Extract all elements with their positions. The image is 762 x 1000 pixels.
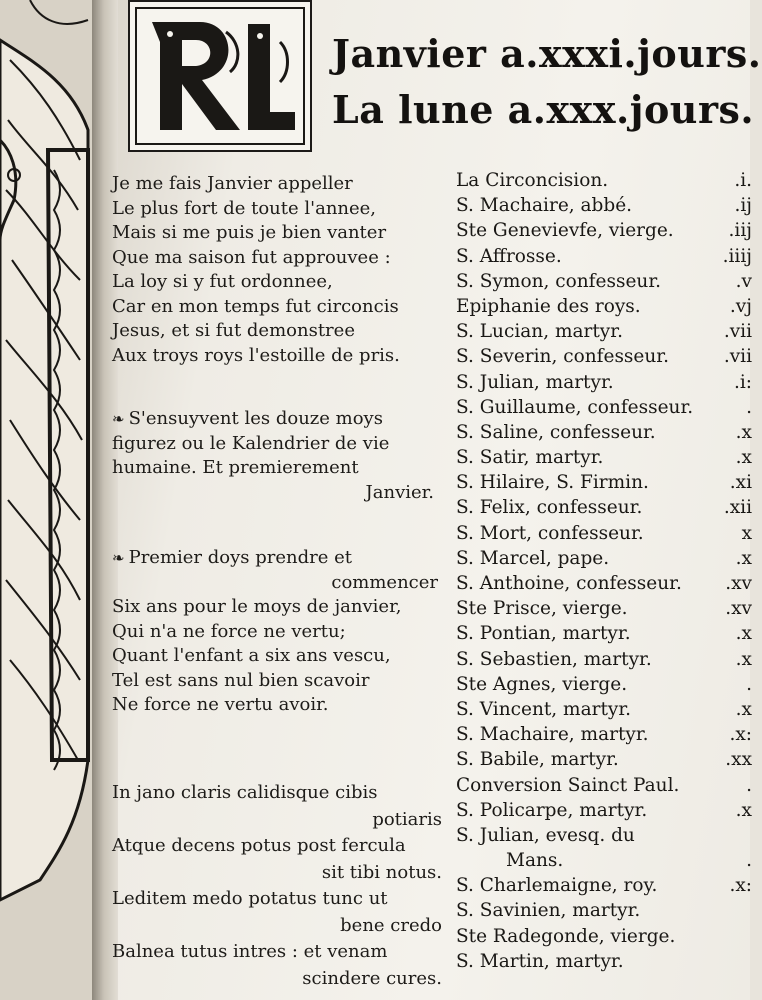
poem-line: Premier doys prendre et — [128, 547, 352, 568]
day-number: .ij — [734, 195, 752, 217]
calendar-row — [456, 621, 756, 646]
poem-stanza-3 — [112, 546, 438, 718]
heading-line-1: Janvier a.xxxi.jours. — [332, 31, 762, 76]
saint-name: S. Lucian, martyr. — [456, 321, 623, 343]
calendar-row — [456, 798, 756, 823]
day-number: x — [741, 522, 752, 544]
poem-line: figurez ou le Kalendrier de vie — [112, 432, 390, 454]
saint-name: S. Mort, confesseur. — [456, 522, 644, 544]
latin-line: Leditem medo potatus tunc ut — [112, 888, 388, 909]
calendar-row — [456, 571, 756, 596]
calendar-row — [456, 218, 756, 243]
latin-line: scindere cures. — [302, 967, 442, 989]
saint-name: S. Marcel, pape. — [456, 547, 610, 569]
day-number: .x — [735, 623, 752, 645]
calendar-row — [456, 420, 756, 445]
calendar-row — [456, 747, 756, 772]
calendar-row — [456, 823, 756, 848]
calendar-row — [456, 898, 756, 923]
saint-name: S. Sebastien, martyr. — [456, 648, 652, 670]
calendar-row — [456, 395, 756, 420]
saint-name: S. Machaire, abbé. — [456, 195, 633, 217]
saint-name: S. Anthoine, confesseur. — [456, 573, 682, 594]
poem-line: Jesus, et si fut demonstree — [112, 320, 355, 341]
saint-name: S. Policarpe, martyr. — [456, 799, 648, 821]
saint-name: S. Savinien, martyr. — [456, 900, 641, 922]
day-number: .xii — [723, 497, 752, 519]
poem-line: Mais si me puis je bien vanter — [112, 222, 387, 243]
calendar-row — [456, 924, 756, 949]
day-number: .x — [735, 698, 752, 720]
calendar-row — [456, 294, 756, 319]
poem-stanza-2 — [112, 407, 434, 505]
calendar-row — [456, 445, 756, 470]
day-number: .x — [735, 421, 752, 443]
day-number: .iij — [728, 220, 752, 242]
latin-line: bene credo — [340, 914, 442, 936]
poem-line: Ne force ne vertu avoir. — [112, 694, 329, 715]
day-number: .xv — [725, 598, 752, 620]
saint-name: Ste Genevievfe, vierge. — [456, 220, 674, 242]
calendar-row — [456, 269, 756, 294]
day-number: .x — [735, 447, 752, 469]
saint-name: La Circoncision. — [456, 170, 609, 191]
poem-line: Qui n'a ne force ne vertu; — [112, 620, 346, 642]
calendar-row — [456, 848, 756, 873]
calendar-row — [456, 546, 756, 571]
poem-line: Le plus fort de toute l'annee, — [112, 197, 377, 219]
poem-line: Car en mon temps fut circoncis — [112, 295, 399, 317]
calendar-row — [456, 873, 756, 898]
saint-name: Epiphanie des roys. — [456, 295, 641, 317]
day-number: . — [746, 673, 752, 695]
day-number: .xi — [729, 472, 752, 494]
calendar-row — [456, 319, 756, 344]
saint-name: S. Machaire, martyr. — [456, 724, 649, 746]
calendar-row — [456, 370, 756, 395]
poem-line: Tel est sans nul bien scavoir — [112, 669, 370, 691]
day-number: .x: — [729, 724, 752, 746]
poem-line: S'ensuyvent les douze moys — [128, 408, 383, 429]
saint-name: S. Felix, confesseur. — [456, 497, 643, 519]
calendar-row — [456, 495, 756, 520]
saint-name: S. Hilaire, S. Firmin. — [456, 472, 649, 494]
saint-name: S. Saline, confesseur. — [456, 421, 656, 443]
saint-name: S. Vincent, martyr. — [456, 698, 632, 720]
latin-line: In jano claris calidisque cibis — [112, 782, 378, 803]
day-number: .x — [735, 547, 752, 569]
calendar-row — [456, 596, 756, 621]
day-number: .x — [735, 648, 752, 670]
day-number: .v — [735, 270, 752, 292]
day-number: .i. — [734, 170, 752, 191]
day-number: . — [746, 396, 752, 418]
saint-name: Ste Radegonde, vierge. — [456, 925, 676, 947]
latin-line: Balnea tutus intres : et venam — [112, 941, 388, 962]
calendar-row — [456, 949, 756, 974]
calendar-row — [456, 697, 756, 722]
saint-name: S. Pontian, martyr. — [456, 623, 631, 645]
calendar-row — [456, 244, 756, 269]
poem-line: Janvier. — [365, 481, 434, 503]
saint-name: Ste Agnes, vierge. — [456, 673, 628, 695]
saint-name: S. Julian, martyr. — [456, 371, 614, 393]
calendar-row — [456, 193, 756, 218]
saint-name: S. Affrosse. — [456, 245, 562, 267]
day-number: .xv — [725, 573, 752, 594]
poem-line: La loy si y fut ordonnee, — [112, 271, 333, 292]
poem-line: Aux troys roys l'estoille de pris. — [112, 344, 400, 366]
poem-stanza-1 — [112, 172, 442, 368]
calendar-row — [456, 647, 756, 672]
saint-name: S. Guillaume, confesseur. — [456, 396, 694, 418]
latin-verse — [112, 780, 442, 992]
poem-line: Quant l'enfant a six ans vescu, — [112, 645, 391, 666]
day-number: .x — [735, 799, 752, 821]
heading-line-2: La lune a.xxx.jours. — [332, 87, 755, 132]
calendar-row — [456, 722, 756, 747]
latin-line: sit tibi notus. — [321, 861, 442, 883]
poem-line: commencer — [331, 571, 438, 593]
poem-line: Que ma saison fut approuvee : — [112, 246, 391, 268]
day-number: .x: — [729, 875, 752, 897]
calendar-row — [456, 344, 756, 369]
latin-line: Atque decens potus post fercula — [112, 835, 406, 856]
decorated-initial-icon — [128, 0, 312, 152]
calendar-row — [456, 521, 756, 546]
fleuron-icon: ❧ — [112, 410, 125, 428]
saint-name: Mans. — [506, 850, 564, 872]
day-number: .vii — [723, 321, 752, 343]
saint-name: Conversion Sainct Paul. — [456, 774, 680, 796]
fleuron-icon: ❧ — [112, 549, 125, 567]
day-number: .vj — [729, 295, 752, 317]
calendar-row — [456, 672, 756, 697]
saint-name: S. Martin, martyr. — [456, 950, 624, 972]
calendar-row — [456, 168, 756, 193]
calendar-row — [456, 470, 756, 495]
day-number: . — [746, 850, 752, 872]
poem-line: humaine. Et premierement — [112, 457, 359, 478]
saint-name: S. Charlemaigne, roy. — [456, 875, 658, 897]
saints-calendar — [456, 168, 756, 974]
day-number: .iiij — [722, 245, 752, 267]
latin-line: potiaris — [372, 808, 442, 830]
saint-name: S. Symon, confesseur. — [456, 270, 662, 292]
saint-name: S. Satir, martyr. — [456, 447, 604, 469]
saint-name: S. Babile, martyr. — [456, 749, 619, 771]
saint-name: S. Julian, evesq. du — [456, 824, 635, 846]
poem-line: Six ans pour le moys de janvier, — [112, 596, 402, 617]
day-number: .xx — [725, 749, 752, 771]
calendar-row — [456, 773, 756, 798]
saint-name: Ste Prisce, vierge. — [456, 598, 628, 620]
woodcut-illustration — [0, 0, 92, 1000]
day-number: .i: — [733, 371, 752, 393]
left-page — [0, 0, 105, 1000]
day-number: .vii — [723, 346, 752, 368]
poem-line: Je me fais Janvier appeller — [112, 173, 353, 194]
saint-name: S. Severin, confesseur. — [456, 346, 669, 368]
month-heading — [332, 26, 762, 138]
day-number: . — [746, 774, 752, 796]
